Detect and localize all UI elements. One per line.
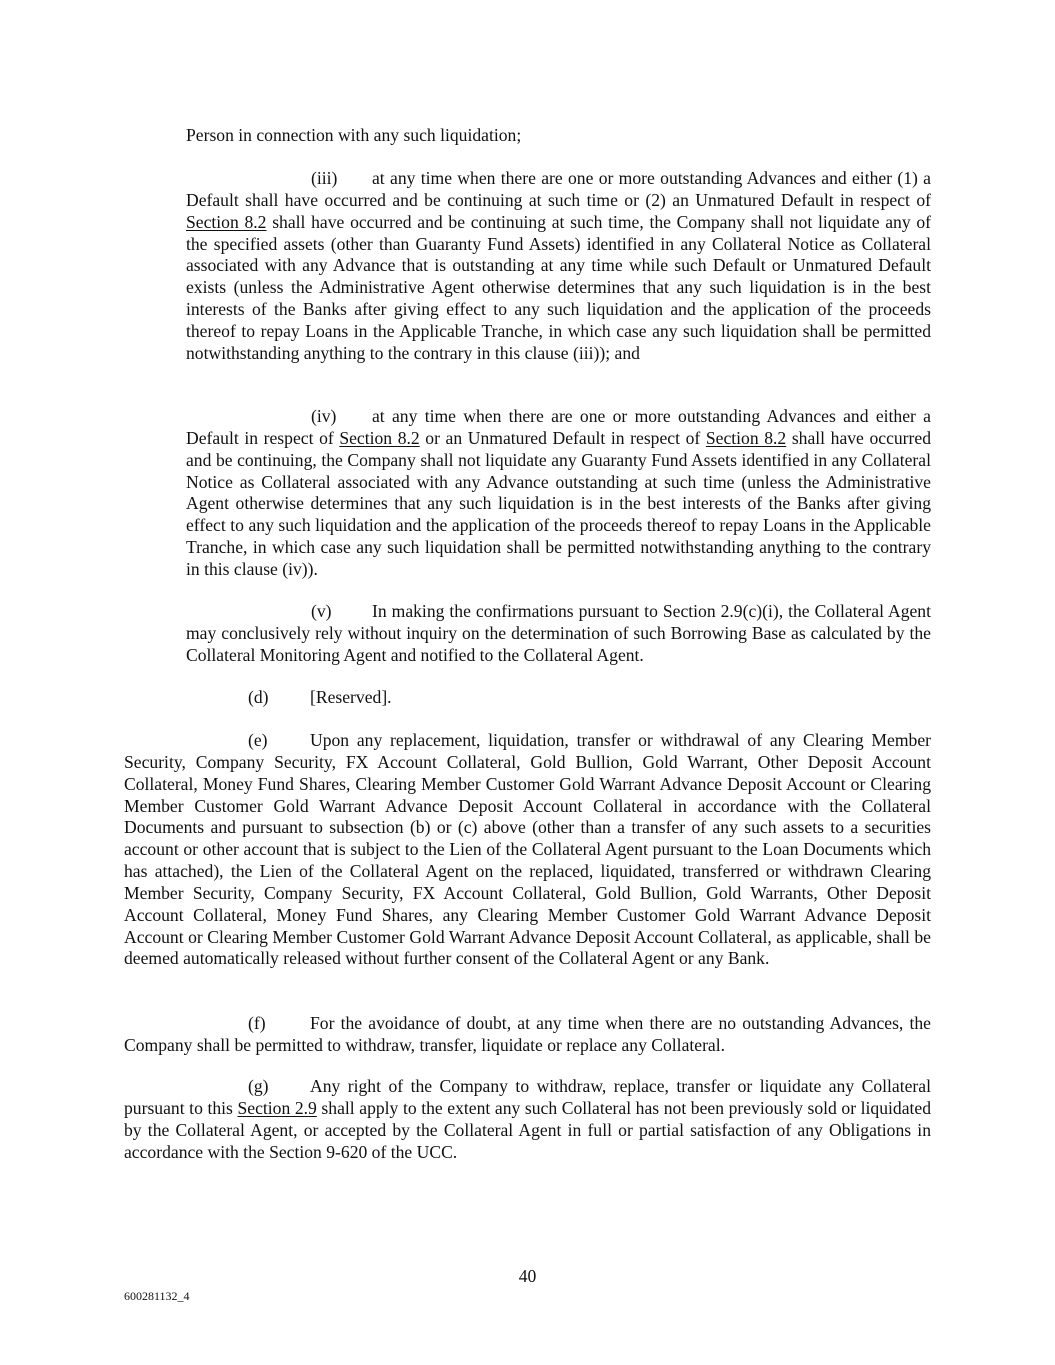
paragraph-text: or an Unmatured Default in respect of [419,427,706,448]
clause-label: (d) [248,687,269,707]
paragraph-f [124,1013,931,1057]
paragraph-text: [Reserved]. [310,687,392,707]
clause-label: (e) [248,730,268,750]
clause-label: (v) [311,601,332,621]
paragraph-g [124,1076,931,1163]
clause-label: (f) [248,1013,266,1033]
document-id: 600281132_4 [124,1289,190,1303]
page-number: 40 [518,1266,537,1286]
paragraph-text: at any time when there are one or more outstanding Advances and either (1) a Default shall have occurred and be continuing at such time or (2) an Unmatured Default in respect of [186,168,931,210]
paragraph-text: shall have occurred and be continuing, the Company shall not liquidate any Guaranty Fund Assets identified in any Collateral Notice as Collateral associated with any Advance outstanding at such time (unless the Administrative Agent otherwise determines that any such liquidation is in the best interests of the Banks after giving effect to any such liquidation and the application of the proceeds thereof to repay Loans in the Applicable Tranche, in which case any such liquidation shall be permitted notwithstanding anything to the contrary in this clause (iv)). [186,427,931,579]
paragraph-v [186,601,931,667]
paragraph-text: In making the confirmations pursuant to Section 2.9(c)(i), the Collateral Agent may conclusively rely without inquiry on the determination of such Borrowing Base as calculated by the Collateral Monitoring Agent and notified to the Collateral Agent. [186,601,931,665]
clause-label: (g) [248,1076,269,1096]
clause-label: (iii) [311,168,338,188]
section-reference-link[interactable]: Section 8.2 [186,211,267,232]
paragraph-intro [186,125,931,147]
paragraph-text: Upon any replacement, liquidation, transfer or withdrawal of any Clearing Member Security, Company Security, FX Account Collateral, Gold Bullion, Gold Warrant, Other Deposit Account Collateral, Money Fund Shares, Clearing Member Customer Gold Warrant Advance Deposit Account or Clearing Member Customer Gold Warrant Advance Deposit Account Collateral in accordance with the Collateral Documents and pursuant to subsection (b) or (c) above (other than a transfer of any such assets to a securities account or other account that is subject to the Lien of the Collateral Agent pursuant to the Loan Documents which has attached), the Lien of the Collateral Agent on the replaced, liquidated, transferred or withdrawn Clearing Member Security, Company Security, FX Account Collateral, Gold Bullion, Gold Warrants, Other Deposit Account Collateral, Money Fund Shares, any Clearing Member Customer Gold Warrant Advance Deposit Account or Clearing Member Customer Gold Warrant Advance Deposit Account Collateral, as applicable, shall be deemed automatically released without further consent of the Collateral Agent or any Bank. [124,730,931,969]
section-reference-link[interactable]: Section 8.2 [705,427,787,448]
paragraph-e [124,730,931,970]
section-reference-link[interactable]: Section 2.9 [237,1097,317,1118]
paragraph-text: For the avoidance of doubt, at any time when there are no outstanding Advances, the Company shall be permitted to withdraw, transfer, liquidate or replace any Collateral. [124,1013,931,1055]
section-reference-link[interactable]: Section 8.2 [339,427,420,448]
clause-label: (iv) [311,406,337,426]
paragraph-text: Any right of the Company to withdraw, replace, transfer or liquidate any Collateral pursuant to this [124,1076,931,1118]
paragraph-text: shall have occurred and be continuing at such time, the Company shall not liquidate any of the specified assets (other than Guaranty Fund Assets) identified in any Collateral Notice as Collateral associated with any Advance that is outstanding at any time while such Default or Unmatured Default exists (unless the Administrative Agent otherwise determines that any such liquidation is in the best interests of the Banks after giving effect to any such liquidation and the application of the proceeds thereof to repay Loans in the Applicable Tranche, in which case any such liquidation shall be permitted notwithstanding anything to the contrary in this clause (iii)); and [186,211,931,363]
paragraph-iii [186,168,931,365]
paragraph-text: shall apply to the extent any such Collateral has not been previously sold or liquidated by the Collateral Agent, or accepted by the Collateral Agent in full or partial satisfaction of any Obligations in accordance with the Section 9-620 of the UCC. [124,1097,932,1162]
paragraph-iv [186,406,931,581]
paragraph-text: Person in connection with any such liquidation; [186,125,522,145]
paragraph-d [124,687,931,709]
paragraph-text: at any time when there are one or more outstanding Advances and either a Default in respect of [186,406,931,448]
